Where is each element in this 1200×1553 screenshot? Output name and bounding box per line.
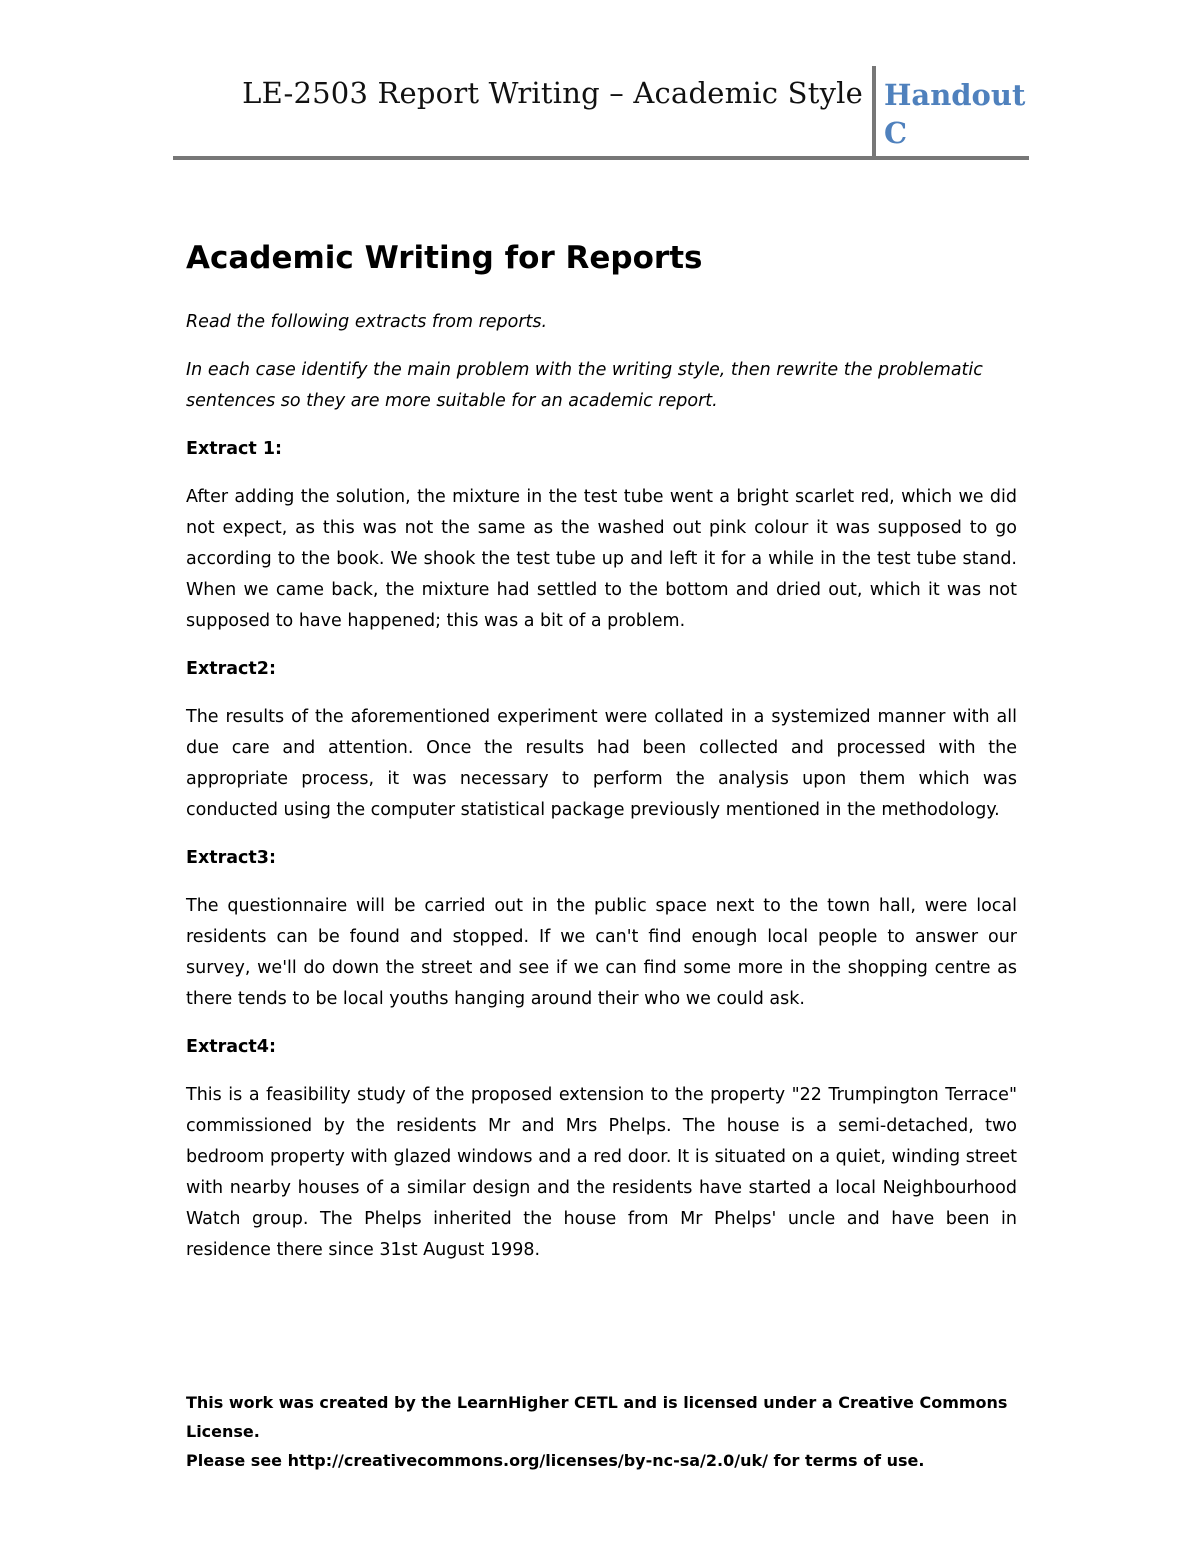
document-title: Academic Writing for Reports (186, 240, 703, 276)
extract-4-text: This is a feasibility study of the proposed extension to the property "22 Trumpington Terrace" commissioned by the residents Mr and Mrs Phelps. The house is a semi-detached, two bedroom property with glazed windows and a red door. It is situated on a quiet, winding street with nearby houses of a similar design and the residents have started a local Neighbourhood Watch group. The Phelps inherited the house from Mr Phelps' uncle and have been in residence there since 31st August 1998. (186, 1085, 1017, 1260)
header-title: LE-2503 Report Writing – Academic Style (242, 76, 863, 110)
extract-2-label: Extract2: (186, 659, 276, 679)
extract-4-label: Extract4: (186, 1037, 276, 1057)
document-body (186, 236, 1017, 1283)
extract-2-text: The results of the aforementioned experiment were collated in a systemized manner with all due care and attention. Once the results had been collected and processed with the appropriate process, it was necessary to perform the analysis upon them which was conducted using the computer statistical package previously mentioned in the methodology. (186, 707, 1017, 820)
extract-1-text: After adding the solution, the mixture in the test tube went a bright scarlet red, which we did not expect, as this was not the same as the washed out pink colour it was supposed to go according to the book. We shook the test tube up and left it for a while in the test tube stand. When we came back, the mixture had settled to the bottom and dried out, which it was not supposed to have happened; this was a bit of a problem. (186, 487, 1017, 631)
license-terms-link[interactable]: Please see http://creativecommons.org/licenses/by-nc-sa/2.0/uk/ for terms of use. (186, 1451, 925, 1470)
intro-instruction: Read the following extracts from reports. (186, 312, 548, 332)
extract-3-label: Extract3: (186, 848, 276, 868)
license-footer (186, 1388, 1046, 1475)
license-statement: This work was created by the LearnHigher CETL and is licensed under a Creative Commons License. (186, 1393, 1008, 1441)
handout-label: Handout C (884, 78, 1026, 150)
header-divider-vertical (872, 66, 876, 158)
extract-1-label: Extract 1: (186, 439, 283, 459)
intro-task: In each case identify the main problem with the writing style, then rewrite the problematic sentences so they are more suitable for an academic report. (186, 360, 983, 411)
extract-3-text: The questionnaire will be carried out in the public space next to the town hall, were local residents can be found and stopped. If we can't find enough local people to answer our survey, we'll do down the street and see if we can find some more in the shopping centre as there tends to be local youths hanging around their who we could ask. (186, 896, 1017, 1009)
page-header (173, 66, 1029, 160)
header-rule (173, 156, 1029, 160)
